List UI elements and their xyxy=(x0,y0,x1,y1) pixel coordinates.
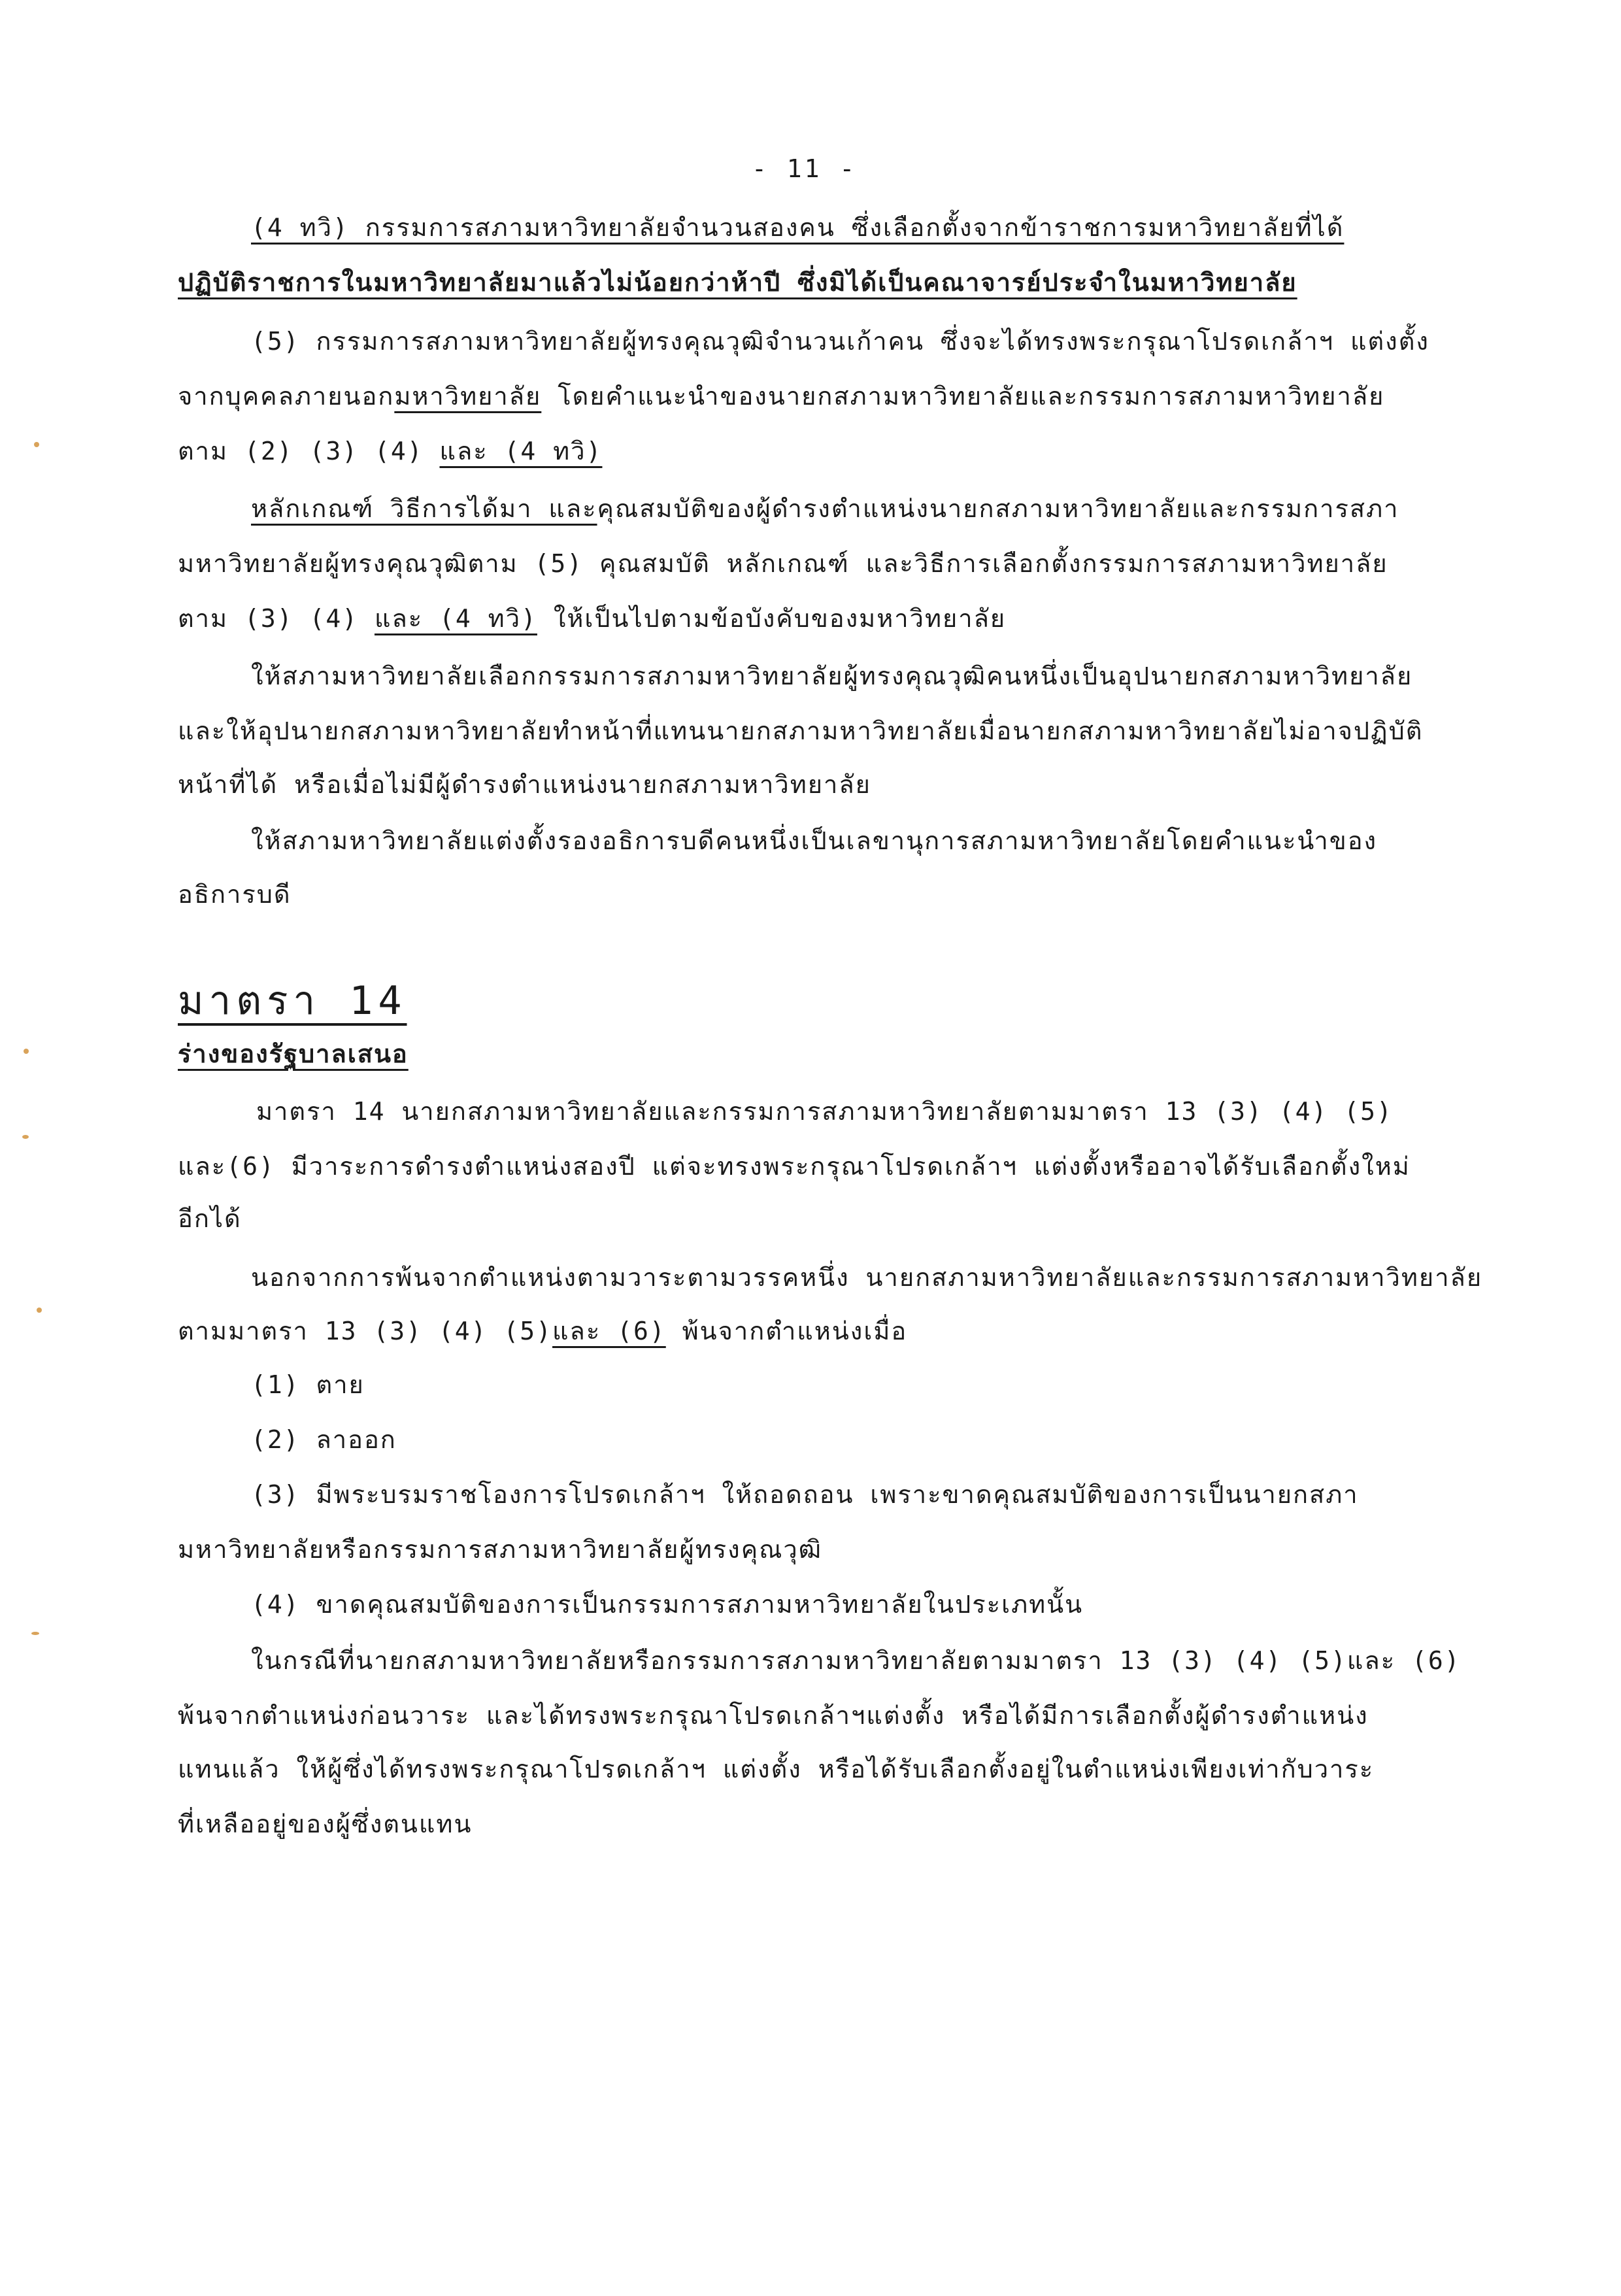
section-14-line-5 xyxy=(178,1311,907,1351)
section-14-line-3: อีกได้ xyxy=(178,1204,242,1233)
scan-speck xyxy=(22,1135,29,1139)
scan-speck xyxy=(31,1632,39,1635)
list-item-4: (4) ขาดคุณสมบัติของการเป็นกรรมการสภามหาวิทยาลัยในประเภทนั้น xyxy=(251,1590,1084,1619)
section-14-line-9: ที่เหลืออยู่ของผู้ซึ่งตนแทน xyxy=(178,1810,473,1838)
criteria-ref-end: ให้เป็นไปตามข้อบังคับของมหาวิทยาลัย xyxy=(537,604,1007,633)
secretary-line-1: ให้สภามหาวิทยาลัยแต่งตั้งรองอธิการบดีคนหนึ่งเป็นเลขานุการสภามหาวิทยาลัยโดยคำแนะนำของ xyxy=(251,826,1378,855)
clause-4bis-line-2: ปฏิบัติราชการในมหาวิทยาลัยมาแล้วไม่น้อยกว่าห้าปี ซึ่งมิได้เป็นคณาจารย์ประจำในมหาวิทยาลัย xyxy=(178,268,1297,297)
section-14-ref-underlined: และ (6) xyxy=(552,1317,666,1345)
criteria-line-3 xyxy=(178,599,1006,638)
clause-4bis-line-1: (4 ทวิ) กรรมการสภามหาวิทยาลัยจำนวนสองคน ซึ่งเลือกตั้งจากข้าราชการมหาวิทยาลัยที่ได้ xyxy=(251,213,1345,242)
scan-speck xyxy=(37,1308,42,1313)
section-14-line-4: นอกจากการพ้นจากตำแหน่งตามวาระตามวรรคหนึ่ง นายกสภามหาวิทยาลัยและกรรมการสภามหาวิทยาลัย xyxy=(251,1263,1483,1292)
section-14-line-2: และ(6) มีวาระการดำรงตำแหน่งสองปี แต่จะทรงพระกรุณาโปรดเกล้าฯ แต่งตั้งหรืออาจได้รับเลือกตั้งใหม่ xyxy=(178,1152,1411,1181)
section-14-ref: ตามมาตรา 13 (3) (4) (5) xyxy=(178,1317,553,1345)
clause-5-underlined: มหาวิทยาลัย xyxy=(394,382,542,411)
clause-5-text: จากบุคคลภายนอก xyxy=(178,382,395,411)
list-item-1: (1) ตาย xyxy=(251,1370,365,1399)
vice-chair-line-3: หน้าที่ได้ หรือเมื่อไม่มีผู้ดำรงตำแหน่งนายกสภามหาวิทยาลัย xyxy=(178,770,871,799)
vice-chair-line-2: และให้อุปนายกสภามหาวิทยาลัยทำหน้าที่แทนนายกสภามหาวิทยาลัยเมื่อนายกสภามหาวิทยาลัยไม่อาจปฏิบัติ xyxy=(178,717,1424,745)
criteria-line-2: มหาวิทยาลัยผู้ทรงคุณวุฒิตาม (5) คุณสมบัติ หลักเกณฑ์ และวิธีการเลือกตั้งกรรมการสภามหาวิทยาลัย xyxy=(178,549,1388,578)
secretary-line-2: อธิการบดี xyxy=(178,880,292,909)
scan-speck xyxy=(34,442,39,447)
criteria-line-1 xyxy=(251,489,1399,528)
government-draft-subheading: ร่างของรัฐบาลเสนอ xyxy=(178,1039,409,1068)
clause-5-line-1: (5) กรรมการสภามหาวิทยาลัยผู้ทรงคุณวุฒิจำนวนเก้าคน ซึ่งจะได้ทรงพระกรุณาโปรดเกล้าฯ แต่งตั้ง xyxy=(251,327,1429,356)
clause-5-ref-underlined: และ (4 ทวิ) xyxy=(439,437,603,465)
list-item-3-line-1: (3) มีพระบรมราชโองการโปรดเกล้าฯ ให้ถอดถอน เพราะขาดคุณสมบัติของการเป็นนายกสภา xyxy=(251,1480,1359,1509)
page-number: - 11 - xyxy=(752,154,858,183)
clause-5-line-3 xyxy=(178,431,602,471)
section-14-line-8: แทนแล้ว ให้ผู้ซึ่งได้ทรงพระกรุณาโปรดเกล้าฯ แต่งตั้ง หรือได้รับเลือกตั้งอยู่ในตำแหน่งเพียงเท่ากับวาระ xyxy=(178,1755,1375,1783)
vice-chair-line-1: ให้สภามหาวิทยาลัยเลือกกรรมการสภามหาวิทยาลัยผู้ทรงคุณวุฒิคนหนึ่งเป็นอุปนายกสภามหาวิทยาลัย xyxy=(251,662,1413,690)
criteria-ref: ตาม (3) (4) xyxy=(178,604,375,633)
section-14-line-1: มาตรา 14 นายกสภามหาวิทยาลัยและกรรมการสภามหาวิทยาลัยตามมาตรา 13 (3) (4) (5) xyxy=(256,1097,1393,1126)
section-14-line-6: ในกรณีที่นายกสภามหาวิทยาลัยหรือกรรมการสภามหาวิทยาลัยตามมาตรา 13 (3) (4) (5)และ (6) xyxy=(251,1646,1461,1675)
section-14-line-7: พ้นจากตำแหน่งก่อนวาระ และได้ทรงพระกรุณาโปรดเกล้าฯแต่งตั้ง หรือได้มีการเลือกตั้งผู้ดำรงตำแหน่ง xyxy=(178,1701,1369,1730)
clause-5-line-2 xyxy=(178,377,1384,416)
clause-5-text-end: โดยคำแนะนำของนายกสภามหาวิทยาลัยและกรรมการสภามหาวิทยาลัย xyxy=(541,382,1385,411)
criteria-ref-underlined: และ (4 ทวิ) xyxy=(374,604,537,633)
section-14-ref-end: พ้นจากตำแหน่งเมื่อ xyxy=(665,1317,908,1345)
scan-speck xyxy=(24,1049,29,1054)
criteria-text: คุณสมบัติของผู้ดำรงตำแหน่งนายกสภามหาวิทยาลัยและกรรมการสภา xyxy=(597,494,1399,523)
clause-5-ref: ตาม (2) (3) (4) xyxy=(178,437,440,465)
criteria-underlined: หลักเกณฑ์ วิธีการได้มา และ xyxy=(251,494,597,523)
list-item-3-line-2: มหาวิทยาลัยหรือกรรมการสภามหาวิทยาลัยผู้ทรงคุณวุฒิ xyxy=(178,1535,823,1564)
list-item-2: (2) ลาออก xyxy=(251,1425,397,1454)
section-14-heading: มาตรา 14 xyxy=(178,978,407,1024)
